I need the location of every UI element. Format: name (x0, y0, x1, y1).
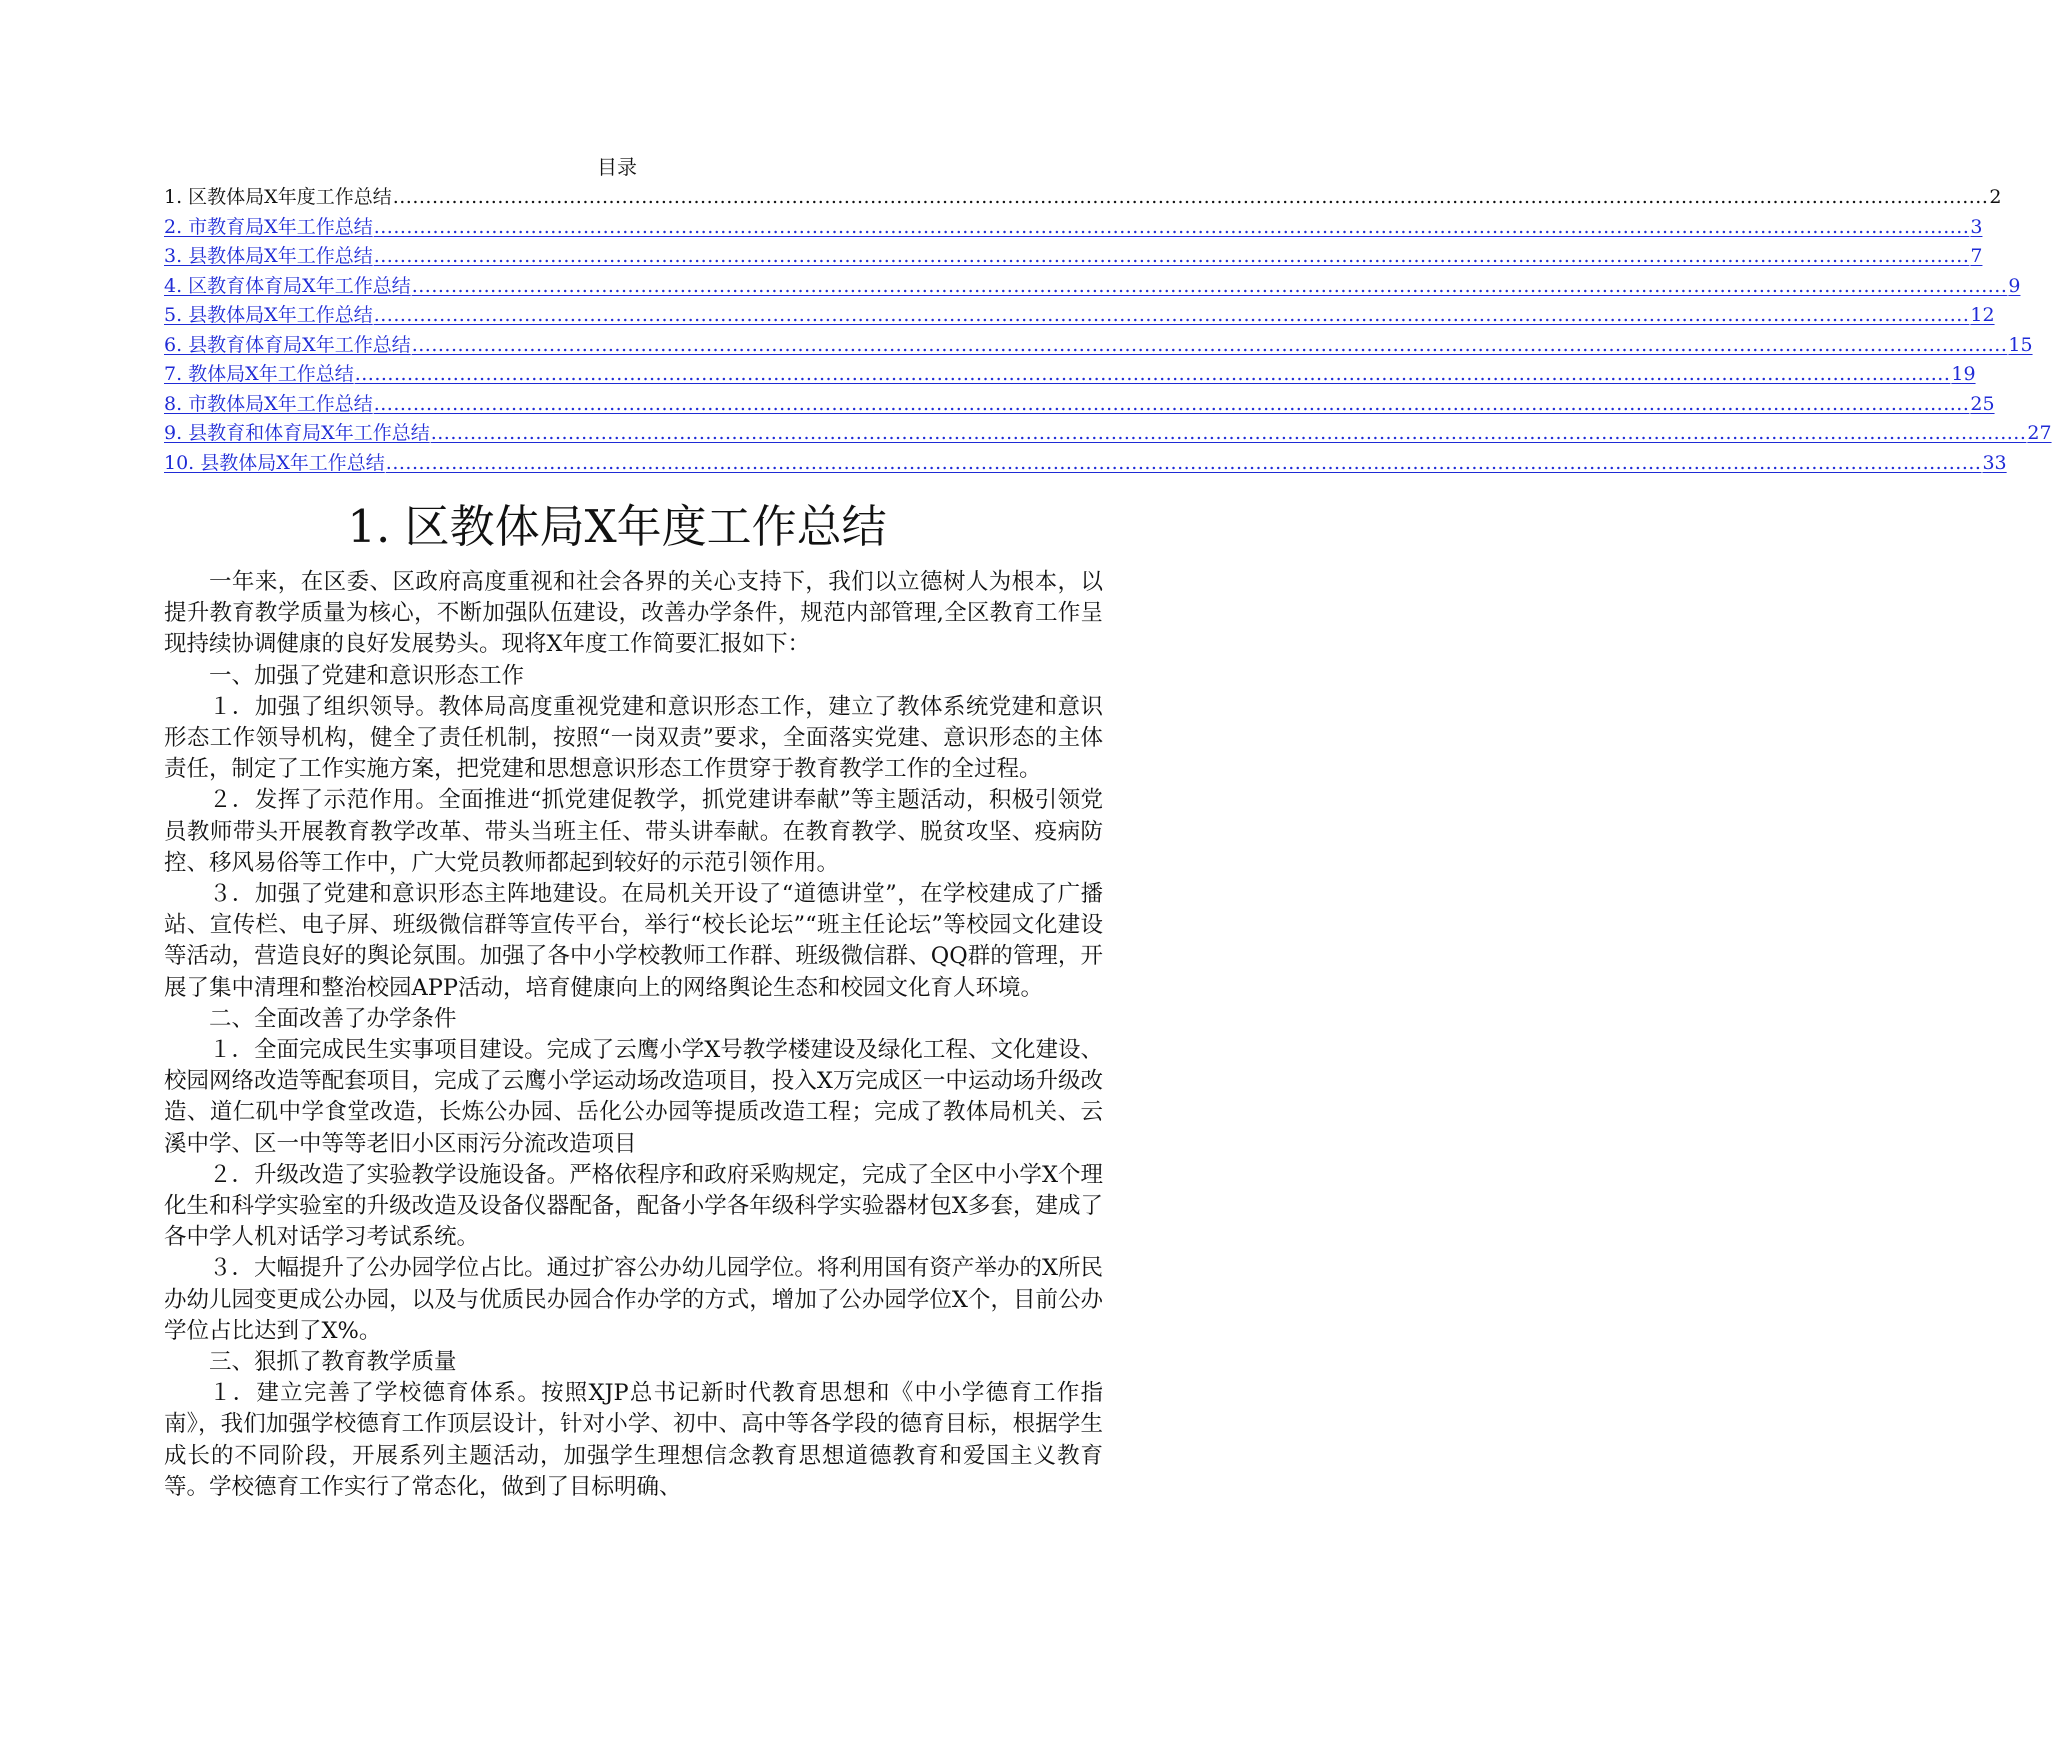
toc-item-5[interactable] (164, 301, 1995, 331)
toc-leader-dots: .................................................................................................................................................................................................................................................... (392, 186, 1989, 208)
toc-item-label: 9. 县教育和体育局X年工作总结 (164, 422, 430, 444)
paragraph: １．全面完成民生实事项目建设。完成了云鹰小学X号教学楼建设及绿化工程、文化建设、校园网络改造等配套项目，完成了云鹰小学运动场改造项目，投入X万完成区一中运动场升级改造、道仁矶中学食堂改造，长炼公办园、岳化公办园等提质改造工程；完成了教体局机关、云溪中学、区一中等等老旧小区雨污分流改造项目 (164, 1037, 1103, 1157)
toc-item-9[interactable] (164, 419, 2052, 449)
toc-item-1[interactable] (164, 183, 2002, 213)
toc-item-label: 8. 市教体局X年工作总结 (164, 392, 373, 415)
toc-leader-dots: .................................................................................................................................................................................................................................................... (373, 392, 1970, 415)
toc-item-label: 2. 市教育局X年工作总结 (164, 215, 373, 238)
toc-item-page: 25 (1970, 392, 1995, 415)
toc-item-7[interactable] (164, 360, 1976, 390)
toc-item-page: 2 (1989, 186, 2002, 208)
paragraph: ３．大幅提升了公办园学位占比。通过扩容公办幼儿园学位。将利用国有资产举办的X所民办幼儿园变更成公办园，以及与优质民办园合作办学的方式，增加了公办园学位X个，目前公办学位占比达到了X%。 (164, 1255, 1103, 1344)
section-heading-3: 三、狠抓了教育教学质量 (209, 1349, 457, 1376)
paragraph: １．加强了组织领导。教体局高度重视党建和意识形态工作，建立了教体系统党建和意识形态工作领导机构，健全了责任机制，按照“一岗双责”要求，全面落实党建、意识形态的主体责任，制定了工作实施方案，把党建和思想意识形态工作贯穿于教育教学工作的全过程。 (164, 693, 1103, 783)
toc-item-label: 4. 区教育体育局X年工作总结 (164, 274, 411, 297)
document-body (164, 567, 1103, 1503)
toc-leader-dots: .................................................................................................................................................................................................................................................... (354, 363, 1951, 385)
paragraph: １．建立完善了学校德育体系。按照XJP总书记新时代教育思想和《中小学德育工作指南》，我们加强学校德育工作顶层设计，针对小学、初中、高中等各学段的德育目标，根据学生成长的不同阶段，开展系列主题活动，加强学生理想信念教育思想道德教育和爱国主义教育等。学校德育工作实行了常态化，做到了目标明确、 (164, 1380, 1103, 1500)
section-heading-1: 一、加强了党建和意识形态工作 (209, 662, 525, 689)
toc-item-label: 7. 教体局X年工作总结 (164, 363, 354, 385)
section-heading-2: 二、全面改善了办学条件 (209, 1005, 457, 1032)
toc-leader-dots: .................................................................................................................................................................................................................................................... (411, 274, 2008, 297)
toc-leader-dots: .................................................................................................................................................................................................................................................... (373, 215, 1970, 238)
toc-item-page: 15 (2008, 333, 2033, 356)
toc-item-6[interactable] (164, 331, 2033, 361)
paragraph: ２．升级改造了实验教学设施设备。严格依程序和政府采购规定，完成了全区中小学X个理化生和科学实验室的升级改造及设备仪器配备，配备小学各年级科学实验器材包X多套，建成了各中学人机对话学习考试系统。 (164, 1161, 1103, 1251)
paragraph: ３．加强了党建和意识形态主阵地建设。在局机关开设了“道德讲堂”，在学校建成了广播站、宣传栏、电子屏、班级微信群等宣传平台，举行“校长论坛”“班主任论坛”等校园文化建设等活动，营造良好的舆论氛围。加强了各中小学校教师工作群、班级微信群、QQ群的管理，开展了集中清理和整治校园APP活动，培育健康向上的网络舆论生态和校园文化育人环境。 (164, 881, 1103, 1001)
paragraph: ２．发挥了示范作用。全面推进“抓党建促教学，抓党建讲奉献”等主题活动，积极引领党员教师带头开展教育教学改革、带头当班主任、带头讲奉献。在教育教学、脱贫攻坚、疫病防控、移风易俗等工作中，广大党员教师都起到较好的示范引领作用。 (164, 787, 1103, 876)
toc-item-page: 9 (2008, 274, 2021, 297)
toc-title: 目录 (597, 155, 637, 179)
toc-item-10[interactable] (164, 449, 2007, 479)
toc-item-label: 3. 县教体局X年工作总结 (164, 245, 373, 267)
paragraph-intro: 一年来，在区委、区政府高度重视和社会各界的关心支持下，我们以立德树人为根本，以提升教育教学质量为核心，不断加强队伍建设，改善办学条件，规范内部管理,全区教育工作呈现持续协调健康的良好发展势头。现将X年度工作简要汇报如下： (164, 569, 1103, 658)
toc-item-label: 10. 县教体局X年工作总结 (164, 451, 385, 474)
toc-leader-dots: .................................................................................................................................................................................................................................................... (373, 245, 1970, 267)
toc-item-page: 3 (1970, 215, 1983, 238)
toc-item-8[interactable] (164, 390, 1995, 420)
toc-leader-dots: .................................................................................................................................................................................................................................................... (385, 451, 1982, 474)
table-of-contents (164, 183, 2052, 478)
toc-item-page: 33 (1982, 451, 2007, 474)
toc-leader-dots: .................................................................................................................................................................................................................................................... (373, 304, 1970, 326)
toc-item-label: 5. 县教体局X年工作总结 (164, 304, 373, 326)
toc-item-page: 7 (1970, 245, 1983, 267)
toc-leader-dots: .................................................................................................................................................................................................................................................... (411, 333, 2008, 356)
toc-item-page: 12 (1970, 304, 1995, 326)
toc-item-page: 19 (1951, 363, 1976, 385)
toc-leader-dots: .................................................................................................................................................................................................................................................... (430, 422, 2027, 444)
toc-item-label: 1. 区教体局X年度工作总结 (164, 186, 392, 208)
toc-item-2[interactable] (164, 213, 1983, 243)
toc-item-3[interactable] (164, 242, 1983, 272)
toc-item-page: 27 (2027, 422, 2052, 444)
document-title: 1. 区教体局X年度工作总结 (347, 500, 887, 553)
toc-item-label: 6. 县教育体育局X年工作总结 (164, 333, 411, 356)
toc-item-4[interactable] (164, 272, 2021, 302)
